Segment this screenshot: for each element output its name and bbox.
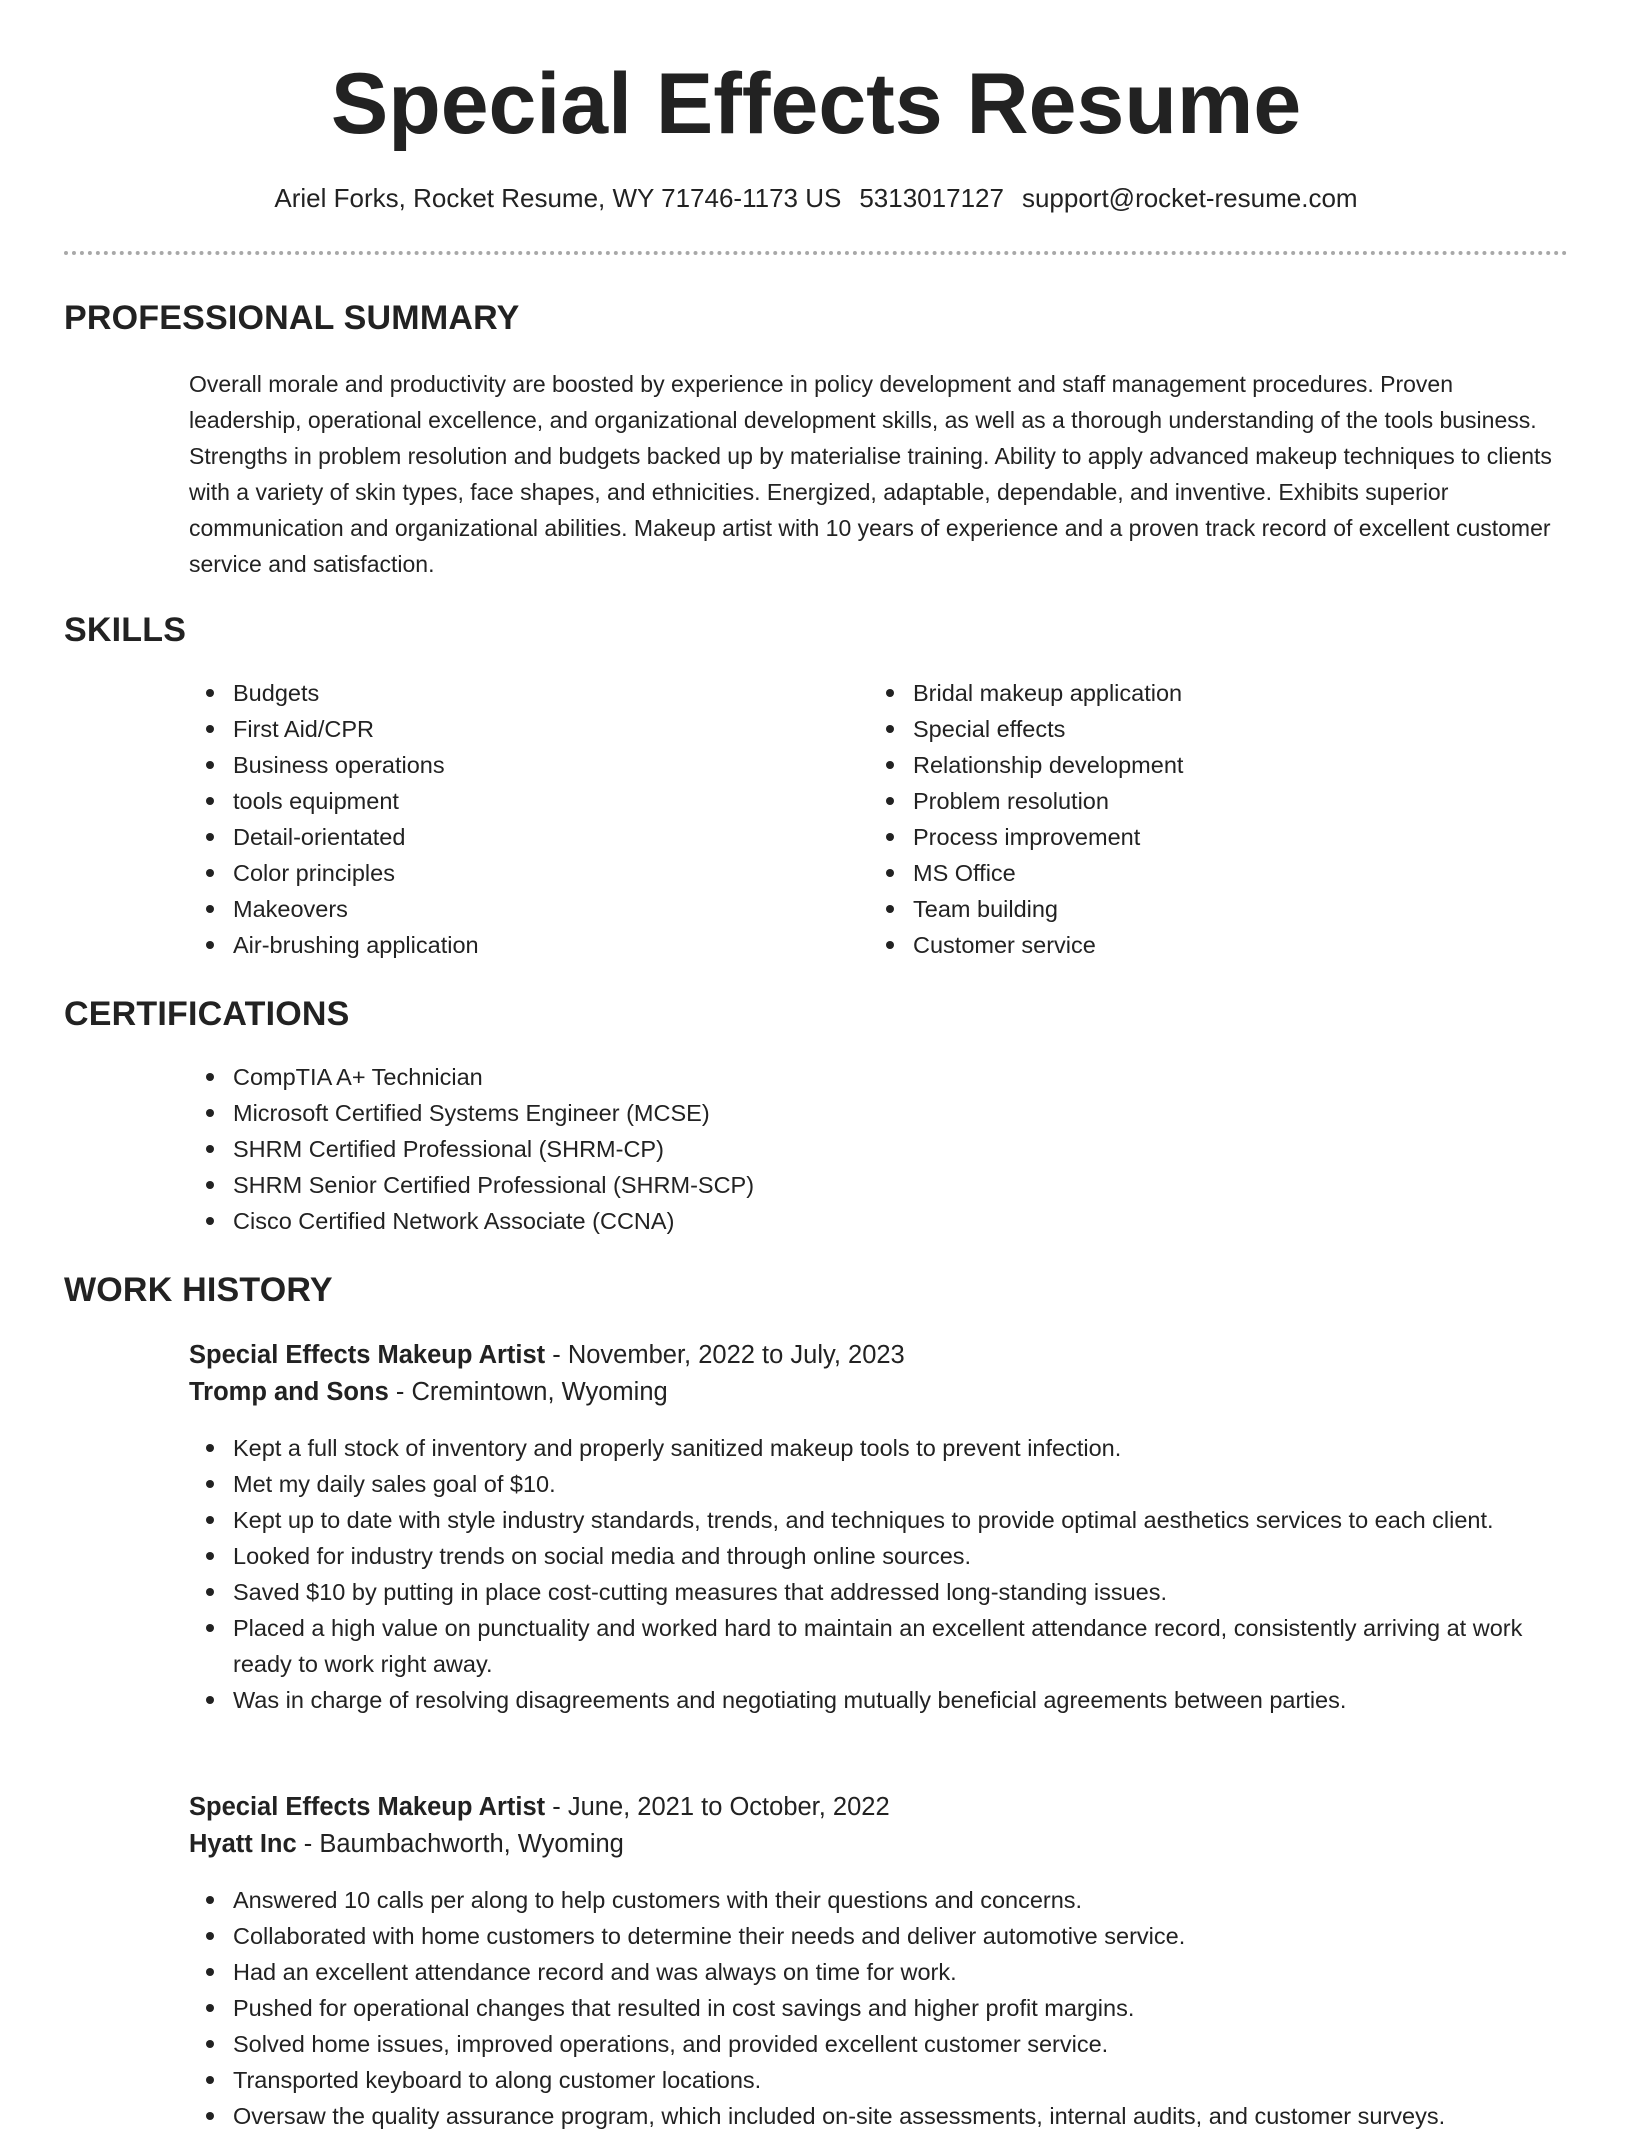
skill-item: Problem resolution <box>869 783 1529 819</box>
job-company-line <box>189 1825 624 1863</box>
job-bullet: Pushed for operational changes that resulted in cost savings and higher profit margins. <box>189 1990 1561 2026</box>
skills-list-right <box>869 675 1529 963</box>
summary-text: Overall morale and productivity are boosted by experience in policy development and staff management procedures. Proven leadership, operational excellence, and organizational development skills, as well as a thorough understanding of the tools business. Strengths in problem resolution and budgets backed up by materialise training. Ability to apply advanced makeup techniques to clients with a variety of skin types, face shapes, and ethnicities. Energized, adaptable, dependable, and inventive. Exhibits superior communication and organizational abilities. Makeup artist with 10 years of experience and a proven track record of excellent customer service and satisfaction. <box>189 371 1552 577</box>
job-title-line <box>189 1336 905 1374</box>
job-company: Hyatt Inc <box>189 1830 297 1858</box>
skill-item: Budgets <box>189 675 849 711</box>
contact-address: Ariel Forks, Rocket Resume, WY 71746-1173 US <box>274 183 842 213</box>
skill-item: MS Office <box>869 855 1529 891</box>
job-bullet: Answered 10 calls per along to help customers with their questions and concerns. <box>189 1882 1561 1918</box>
skill-item: Color principles <box>189 855 849 891</box>
job-bullet: Saved $10 by putting in place cost-cutting measures that addressed long-standing issues. <box>189 1574 1561 1610</box>
job-title-line <box>189 1788 890 1826</box>
job-bullet: Oversaw the quality assurance program, which included on-site assessments, internal audits, and customer surveys. <box>189 2098 1561 2134</box>
skill-item: Business operations <box>189 747 849 783</box>
header-divider <box>64 251 1568 255</box>
job-bullet: Was in charge of resolving disagreements and negotiating mutually beneficial agreements between parties. <box>189 1682 1561 1718</box>
job-dates: - June, 2021 to October, 2022 <box>545 1793 890 1821</box>
skill-item: Special effects <box>869 711 1529 747</box>
certification-item: SHRM Senior Certified Professional (SHRM-SCP) <box>189 1167 1561 1203</box>
job-company: Tromp and Sons <box>189 1378 389 1406</box>
summary-heading: PROFESSIONAL SUMMARY <box>64 299 520 337</box>
certifications-list <box>189 1059 1561 1239</box>
job-location: - Cremintown, Wyoming <box>388 1378 668 1406</box>
job-bullet: Kept a full stock of inventory and properly sanitized makeup tools to prevent infection. <box>189 1430 1561 1466</box>
job-bullets <box>189 1882 1561 2134</box>
certification-item: Microsoft Certified Systems Engineer (MCSE) <box>189 1095 1561 1131</box>
job-bullets <box>189 1430 1561 1718</box>
resume-title: Special Effects Resume <box>330 56 1302 152</box>
contact-phone: 5313017127 <box>859 183 1004 213</box>
certification-item: Cisco Certified Network Associate (CCNA) <box>189 1203 1561 1239</box>
job-bullet: Solved home issues, improved operations, and provided excellent customer service. <box>189 2026 1561 2062</box>
contact-line <box>0 180 1632 216</box>
job-bullet: Had an excellent attendance record and was always on time for work. <box>189 1954 1561 1990</box>
skills-heading: SKILLS <box>64 611 187 649</box>
contact-email: support@rocket-resume.com <box>1021 183 1358 213</box>
skill-item: Detail-orientated <box>189 819 849 855</box>
skill-item: Customer service <box>869 927 1529 963</box>
certification-item: SHRM Certified Professional (SHRM-CP) <box>189 1131 1561 1167</box>
skill-item: Team building <box>869 891 1529 927</box>
job-bullet: Met my daily sales goal of $10. <box>189 1466 1561 1502</box>
certification-item: CompTIA A+ Technician <box>189 1059 1561 1095</box>
skill-item: tools equipment <box>189 783 849 819</box>
job-title: Special Effects Makeup Artist <box>189 1793 546 1821</box>
job-bullet: Transported keyboard to along customer locations. <box>189 2062 1561 2098</box>
job-bullet: Looked for industry trends on social media and through online sources. <box>189 1538 1561 1574</box>
work-history-heading: WORK HISTORY <box>64 1271 333 1309</box>
job-bullet: Collaborated with home customers to determine their needs and deliver automotive service. <box>189 1918 1561 1954</box>
job-company-line <box>189 1373 668 1411</box>
skill-item: Makeovers <box>189 891 849 927</box>
job-bullet: Placed a high value on punctuality and worked hard to maintain an excellent attendance record, consistently arriving at work ready to work right away. <box>189 1610 1561 1682</box>
certifications-heading: CERTIFICATIONS <box>64 995 350 1033</box>
skills-list-left <box>189 675 849 963</box>
skill-item: Process improvement <box>869 819 1529 855</box>
job-location: - Baumbachworth, Wyoming <box>296 1830 624 1858</box>
job-dates: - November, 2022 to July, 2023 <box>545 1341 905 1369</box>
skill-item: Bridal makeup application <box>869 675 1529 711</box>
job-bullet: Kept up to date with style industry standards, trends, and techniques to provide optimal aesthetics services to each client. <box>189 1502 1561 1538</box>
skill-item: Air-brushing application <box>189 927 849 963</box>
skill-item: Relationship development <box>869 747 1529 783</box>
job-title: Special Effects Makeup Artist <box>189 1341 546 1369</box>
skill-item: First Aid/CPR <box>189 711 849 747</box>
